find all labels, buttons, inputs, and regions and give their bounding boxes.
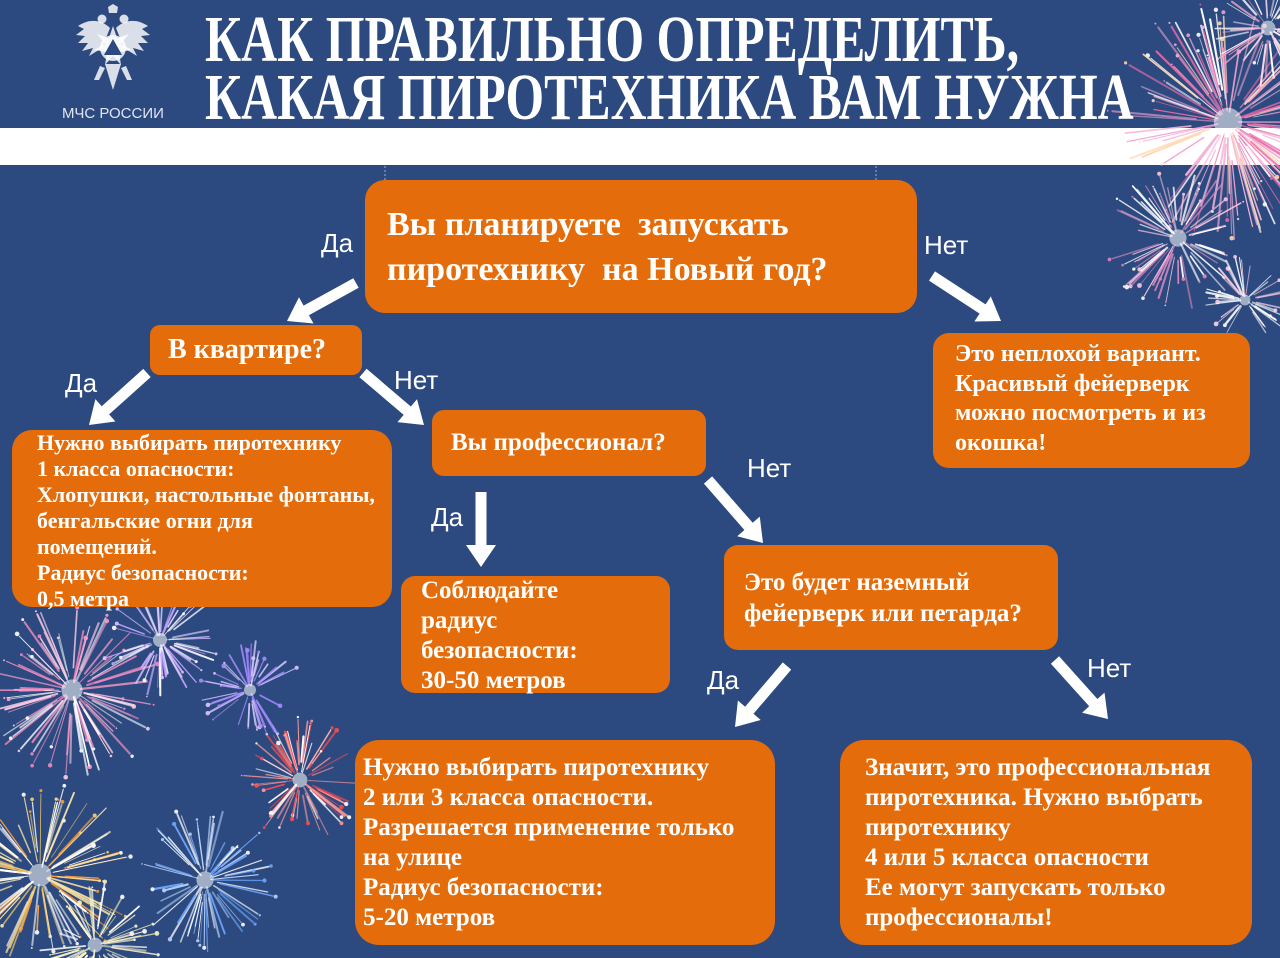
arrow-start-yes-icon bbox=[287, 278, 359, 323]
node-class-1 bbox=[12, 430, 392, 611]
node-text-line: можно посмотреть и из bbox=[955, 400, 1206, 426]
node-start-question bbox=[365, 180, 917, 313]
node-text-line: 1 класса опасности: bbox=[37, 456, 235, 481]
page-title-line-1: КАК ПРАВИЛЬНО ОПРЕДЕЛИТЬ, bbox=[205, 3, 1020, 76]
edge-label-start-no: Нет bbox=[924, 230, 969, 260]
node-text-line: пиротехнику на Новый год? bbox=[387, 251, 828, 288]
node-class-2-3 bbox=[355, 740, 775, 945]
edge-label-pro-no: Нет bbox=[747, 453, 792, 483]
node-text-line: 0,5 метра bbox=[37, 586, 130, 611]
arrow-pro-no-icon bbox=[704, 476, 763, 543]
node-text-line: Соблюдайте bbox=[421, 577, 559, 604]
node-text-line: пиротехнику bbox=[865, 814, 1011, 841]
node-text-line: фейерверк или петарда? bbox=[744, 600, 1022, 627]
node-text-line: Это неплохой вариант. bbox=[955, 341, 1201, 367]
node-text-line: Красивый фейерверк bbox=[955, 370, 1190, 397]
node-text-line: Это будет наземный bbox=[744, 569, 970, 596]
edge-label-ground-no: Нет bbox=[1087, 653, 1132, 683]
arrow-ground-yes-icon bbox=[735, 662, 791, 727]
node-text-line: Хлопушки, настольные фонтаны, bbox=[37, 482, 375, 507]
node-text-line: профессионалы! bbox=[865, 904, 1053, 931]
edge-label-start-yes: Да bbox=[321, 228, 354, 258]
node-text-line: радиус bbox=[421, 607, 498, 634]
arrow-start-no-icon bbox=[929, 271, 1001, 321]
node-text-line: Разрешается применение только bbox=[363, 814, 735, 841]
node-text-line: безопасности: bbox=[421, 637, 578, 664]
arrow-pro-yes-icon bbox=[466, 492, 496, 567]
edge-label-apartment-no: Нет bbox=[394, 365, 439, 395]
node-text-line: Радиус безопасности: bbox=[363, 874, 604, 901]
node-in-apartment bbox=[150, 325, 362, 375]
node-are-you-pro bbox=[432, 410, 706, 476]
node-text-line: 5-20 метров bbox=[363, 904, 496, 931]
node-text-line: окошка! bbox=[955, 429, 1047, 456]
node-text-line: В квартире? bbox=[168, 334, 327, 365]
edge-label-pro-yes: Да bbox=[431, 502, 464, 532]
node-text-line: 2 или 3 класса опасности. bbox=[363, 784, 654, 811]
node-text-line: на улице bbox=[363, 844, 462, 871]
node-watch-from-window bbox=[933, 333, 1250, 468]
node-text-line: бенгальские огни для bbox=[37, 508, 253, 533]
arrow-apartment-yes-icon bbox=[89, 369, 151, 425]
node-text-line: Радиус безопасности: bbox=[37, 560, 249, 585]
node-text-line: Вы профессионал? bbox=[451, 429, 666, 456]
node-text-line: 4 или 5 класса опасности bbox=[865, 844, 1149, 871]
page-title-line-2: КАКАЯ ПИРОТЕХНИКА ВАМ НУЖНА bbox=[205, 61, 1134, 134]
node-ground-or-firecracker bbox=[724, 545, 1058, 650]
node-text-line: помещений. bbox=[37, 534, 157, 559]
edge-label-ground-yes: Да bbox=[707, 665, 740, 695]
node-text-line: 30-50 метров bbox=[421, 667, 566, 694]
edge-label-apartment-yes: Да bbox=[65, 368, 98, 398]
node-pro-radius bbox=[401, 576, 670, 693]
node-text-line: Нужно выбирать пиротехнику bbox=[37, 430, 342, 455]
node-text-line: Нужно выбирать пиротехнику bbox=[363, 754, 709, 781]
node-text-line: Ее могут запускать только bbox=[865, 874, 1166, 901]
logo-caption: МЧС РОССИИ bbox=[62, 105, 164, 122]
node-text-line: Значит, это профессиональная bbox=[865, 754, 1211, 781]
node-text-line: Вы планируете запускать bbox=[387, 206, 789, 243]
node-class-4-5 bbox=[840, 740, 1252, 945]
node-text-line: пиротехника. Нужно выбрать bbox=[865, 784, 1203, 811]
